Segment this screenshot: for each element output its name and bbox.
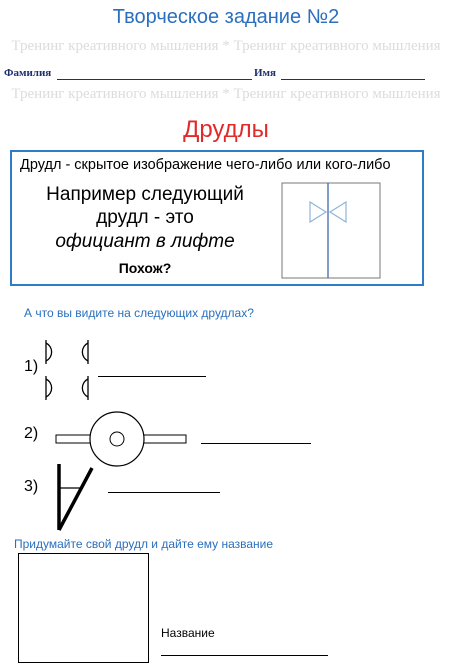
surname-label: Фамилия [4,67,52,79]
doodle-1 [38,338,98,408]
task1-prompt: А что вы видите на следующих друдлах? [24,306,254,320]
name-caption: Название [161,626,215,640]
item-1-label: 1) [24,358,39,375]
definition-text: Друдл - скрытое изображение чего-либо или кого-либо [20,157,391,173]
name-field[interactable] [281,79,425,80]
example-line-1: Например следующий [46,184,244,205]
item-3-label: 3) [24,478,39,495]
watermark-bottom: Тренинг креативного мышления * Тренинг креативного мышления [11,86,441,102]
elevator-doodle [278,180,384,280]
example-line-2: друдл - это [96,207,194,228]
section-title: Друдлы [183,116,269,143]
task2-prompt: Придумайте свой друдл и дайте ему название [14,537,274,551]
doodle-name-field[interactable] [161,655,328,656]
page-title: Творческое задание №2 [112,6,340,28]
surname-field[interactable] [57,79,252,80]
doodle-3 [48,462,98,534]
item-2-label: 2) [24,425,39,442]
own-doodle-box[interactable] [18,553,149,663]
watermark-top: Тренинг креативного мышления * Тренинг креативного мышления [11,38,441,54]
question-text: Похож? [118,260,172,276]
answer-line-2[interactable] [201,443,311,444]
name-label: Имя [254,67,276,79]
answer-line-3[interactable] [108,492,220,493]
answer-line-1[interactable] [98,376,206,377]
example-answer: официант в лифте [55,231,235,252]
